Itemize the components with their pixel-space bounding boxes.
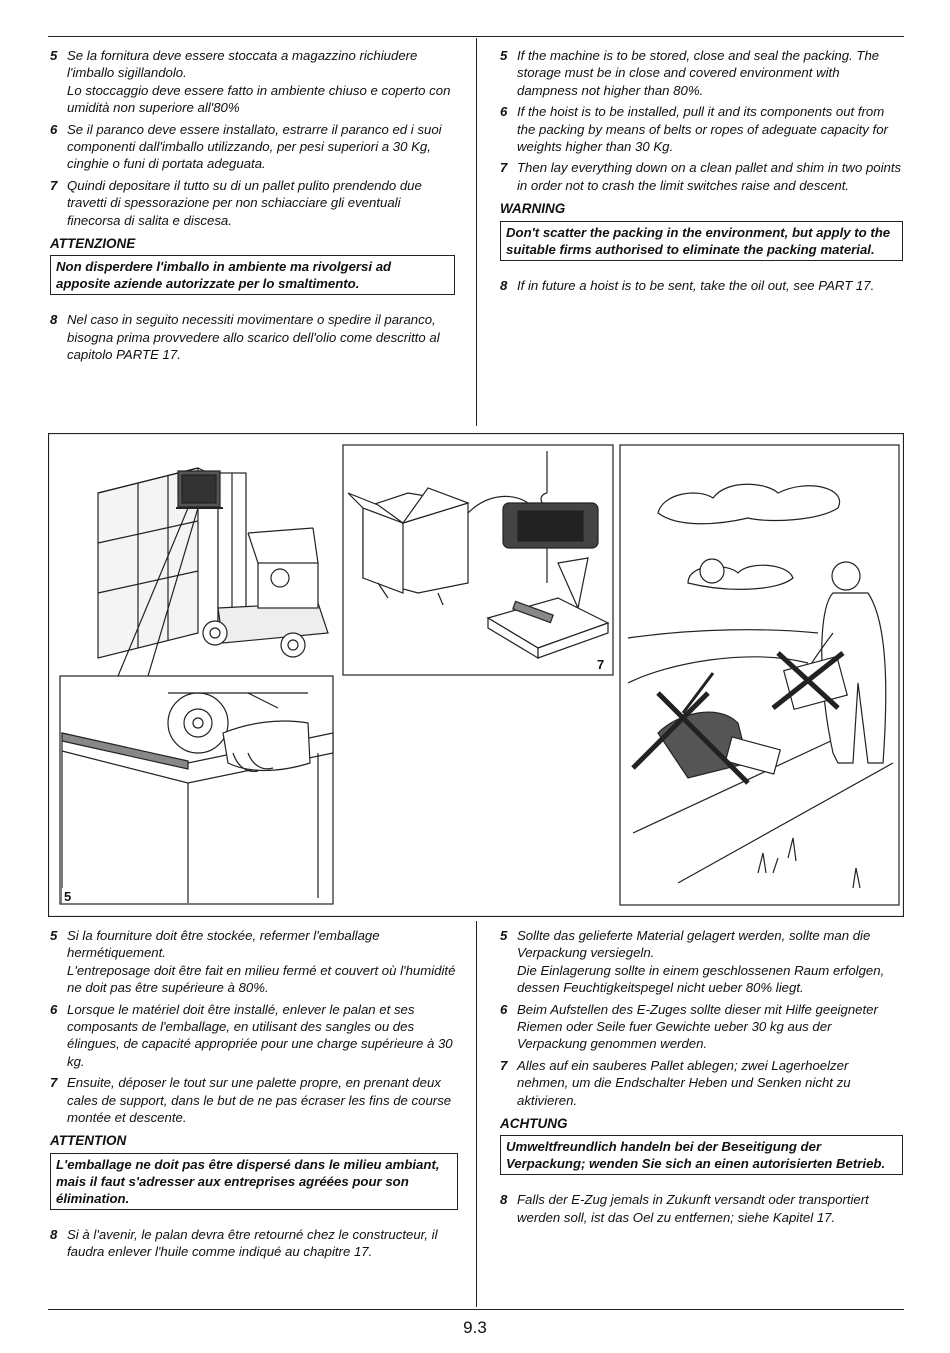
list-item (500, 159, 903, 194)
warning-box: Umweltfreundlich handeln bei der Beseitigung der Verpackung; wenden Sie sich an einen autorisierten Betrieb. (500, 1135, 903, 1175)
list-item (500, 927, 903, 997)
paragraph: Alles auf ein sauberes Pallet ablegen; zwei Lagerhoelzer nehmen, um die Endschalter Heben und Senken nicht zu aktivieren. (517, 1057, 851, 1108)
paragraph: Quindi depositare il tutto su di un pallet pulito prendendo due travetti di spessorazione per non schiacciare gli eventuali finecorsa di salita e discesa. (67, 177, 422, 228)
item-number: 7 (50, 1075, 58, 1091)
item-number: 6 (500, 1001, 508, 1017)
french-column (50, 927, 458, 1265)
environment-panel (620, 445, 899, 905)
list-item (50, 1001, 458, 1071)
english-column (500, 47, 903, 298)
warning-heading: ACHTUNG (500, 1116, 568, 1132)
list-item (500, 277, 903, 294)
item-number: 7 (500, 1057, 508, 1073)
warning-heading: ATTENZIONE (50, 236, 136, 252)
paragraph: L'entreposage doit être fait en milieu fermé et couvert où l'humidité ne doit pas être supérieure à 80%. (67, 962, 456, 996)
warning-heading: ATTENTION (50, 1133, 127, 1149)
paragraph: If in future a hoist is to be sent, take the oil out, see PART 17. (517, 277, 875, 293)
list-item (500, 1191, 903, 1226)
paragraph: Lorsque le matériel doit être installé, enlever le palan et ses composants de l'emballage, en utilisant des sangles ou des élingues, de capacité appropriée pour une charge supérieure à 30 kg. (67, 1001, 453, 1069)
paragraph: Si à l'avenir, le palan devra être retourné chez le constructeur, il faudra enlever l'huile comme indiqué au chapitre 17. (67, 1226, 438, 1260)
paragraph: Die Einlagerung sollte in einem geschlossenen Raum erfolgen, dessen Feuchtigkeitspegel nicht ueber 80% liegt. (517, 962, 885, 996)
paragraph: Nel caso in seguito necessiti movimentare o spedire il paranco, bisogna prima provvedere allo scarico dell'olio come descritto al capitolo PARTE 17. (67, 312, 440, 363)
italian-column (50, 47, 455, 368)
paragraph: Se il paranco deve essere installato, estrarre il paranco ed i suoi componenti dall'imballo utilizzando, per pesi superiori a 30 Kg, cinghie o funi di portata adeguata. (67, 121, 442, 172)
paragraph: If the machine is to be stored, close and seal the packing. The storage must be in close and covered environment with dampness not higher than 80%. (517, 48, 880, 98)
column-divider-top (476, 38, 477, 426)
list-item (50, 177, 455, 229)
panel-5-label: 5 (64, 889, 72, 904)
list-item (50, 47, 455, 117)
panel-7-label: 7 (597, 657, 605, 672)
german-column (500, 927, 903, 1230)
page-number: 9.3 (463, 1318, 487, 1337)
paragraph: Falls der E-Zug jemals in Zukunft versandt oder transportiert werden soll, ist das Oel zu entfernen; siehe Kapitel 17. (517, 1192, 869, 1225)
warehouse-forklift-illustration (98, 468, 328, 676)
bottom-rule (48, 1309, 904, 1310)
warning-box: L'emballage ne doit pas être dispersé dans le milieu ambiant, mais il faut s'adresser aux entreprises agréées pour son élimination. (50, 1153, 458, 1210)
item-number: 7 (50, 177, 58, 193)
item-number: 6 (50, 1001, 58, 1017)
list-item (500, 47, 903, 99)
list-item (50, 1226, 458, 1261)
warning-box: Don't scatter the packing in the environment, but apply to the suitable firms authorised to eliminate the packing material. (500, 221, 903, 261)
paragraph: Ensuite, déposer le tout sur une palette propre, en prenant deux cales de support, dans le but de ne pas écraser les fins de course montée et descente. (67, 1075, 452, 1126)
illustration-figure (48, 433, 904, 917)
list-item (50, 121, 455, 173)
item-number: 5 (500, 928, 508, 943)
list-item (50, 311, 455, 363)
item-number: 5 (50, 928, 58, 943)
item-number: 8 (50, 312, 58, 328)
item-number: 5 (500, 48, 508, 63)
item-number: 8 (500, 277, 508, 293)
list-item (50, 927, 458, 997)
item-number: 6 (500, 104, 508, 120)
paragraph: Beim Aufstellen des E-Zuges sollte dieser mit Hilfe geeigneter Riemen oder Seile fuer Gewichte ueber 30 kg aus der Verpackung genommen werden. (517, 1001, 878, 1052)
list-item (500, 1001, 903, 1053)
list-item (500, 1057, 903, 1109)
panel-7-hoist-to-pallet (343, 445, 613, 675)
item-number: 8 (500, 1192, 508, 1208)
paragraph: Then lay everything down on a clean pallet and shim in two points in order not to crash the limit switches raise and descent. (517, 160, 902, 193)
item-number: 5 (50, 48, 58, 63)
paragraph: Sollte das gelieferte Material gelagert werden, sollte man die Verpackung versiegeln. (517, 928, 871, 961)
warning-box: Non disperdere l'imballo in ambiente ma rivolgersi ad apposite aziende autorizzate per lo smaltimento. (50, 255, 455, 295)
item-number: 8 (50, 1226, 58, 1242)
paragraph: If the hoist is to be installed, pull it and its components out from the packing by means of belts or ropes of adeguate capacity for weights higher than 30 Kg. (517, 104, 888, 155)
paragraph: Si la fourniture doit être stockée, refermer l'emballage hermétiquement. (67, 928, 380, 961)
item-number: 7 (500, 160, 508, 176)
list-item (50, 1074, 458, 1126)
column-divider-bottom (476, 921, 477, 1307)
item-number: 6 (50, 121, 58, 137)
paragraph: Se la fornitura deve essere stoccata a magazzino richiudere l'imballo sigillandolo. (67, 48, 418, 81)
warning-heading: WARNING (500, 201, 566, 217)
list-item (500, 103, 903, 155)
paragraph: Lo stoccaggio deve essere fatto in ambiente chiuso e coperto con umidità non superiore all'80% (67, 82, 451, 116)
panel-5-sealing (60, 676, 333, 904)
top-rule (48, 36, 904, 37)
